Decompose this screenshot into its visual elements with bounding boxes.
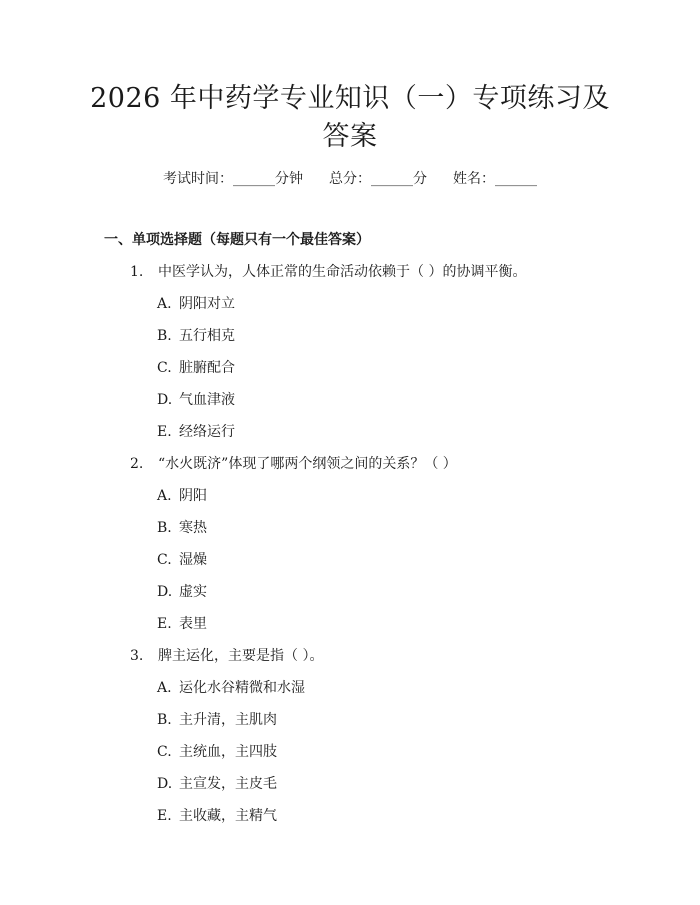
question-2-option-b <box>157 517 207 537</box>
question-2-option-d <box>157 581 207 601</box>
question-1-option-d <box>157 389 235 409</box>
question-number: 3. <box>130 648 144 664</box>
option-text: 湿燥 <box>179 552 207 568</box>
option-letter: A. <box>157 488 172 504</box>
question-2-option-a <box>157 485 207 505</box>
option-letter: C. <box>157 552 172 568</box>
option-text: 主宣发，主皮毛 <box>179 776 277 792</box>
option-text: 脏腑配合 <box>179 360 235 376</box>
question-1 <box>130 261 526 281</box>
option-letter: E. <box>157 616 172 632</box>
option-text: 表里 <box>179 616 207 632</box>
question-3-option-d <box>157 773 277 793</box>
option-letter: E. <box>157 808 172 824</box>
option-text: 虚实 <box>179 584 207 600</box>
question-1-option-e <box>157 421 235 441</box>
question-1-option-b <box>157 325 235 345</box>
option-letter: A. <box>157 680 172 696</box>
question-3 <box>130 645 323 665</box>
option-letter: D. <box>157 584 173 600</box>
question-text: “水火既济”体现了哪两个纲领之间的关系？（ ） <box>158 456 457 472</box>
option-text: 主升清，主肌肉 <box>179 712 277 728</box>
option-text: 寒热 <box>179 520 207 536</box>
option-letter: B. <box>157 328 172 344</box>
question-2 <box>130 453 457 473</box>
option-text: 经络运行 <box>179 424 235 440</box>
question-3-option-e <box>157 805 277 825</box>
question-3-option-b <box>157 709 277 729</box>
question-2-option-e <box>157 613 207 633</box>
option-letter: C. <box>157 744 172 760</box>
option-letter: D. <box>157 392 173 408</box>
question-text: 中医学认为，人体正常的生命活动依赖于（ ）的协调平衡。 <box>158 264 527 280</box>
option-letter: B. <box>157 712 172 728</box>
student-name-field: 姓名：______ <box>453 171 537 187</box>
question-2-option-c <box>157 549 207 569</box>
exam-time-field: 考试时间：______分钟 <box>163 171 303 187</box>
option-text: 运化水谷精微和水湿 <box>179 680 305 696</box>
option-letter: B. <box>157 520 172 536</box>
option-letter: A. <box>157 296 172 312</box>
option-text: 五行相克 <box>179 328 235 344</box>
document-title: 2026 年中药学专业知识（一）专项练习及答案 <box>90 83 610 152</box>
question-text: 脾主运化，主要是指（ ）。 <box>158 648 324 664</box>
question-number: 2. <box>130 456 144 472</box>
question-3-option-a <box>157 677 305 697</box>
section-title: 一、单项选择题（每题只有一个最佳答案） <box>104 232 370 248</box>
question-number: 1. <box>130 264 144 280</box>
option-letter: D. <box>157 776 173 792</box>
question-3-option-c <box>157 741 277 761</box>
option-text: 主收藏，主精气 <box>179 808 277 824</box>
option-text: 阴阳 <box>179 488 207 504</box>
option-text: 气血津液 <box>179 392 235 408</box>
total-score-field: 总分：______分 <box>329 171 427 187</box>
option-letter: E. <box>157 424 172 440</box>
question-1-option-a <box>157 293 235 313</box>
exam-info-line <box>0 168 700 188</box>
question-1-option-c <box>157 357 235 377</box>
option-letter: C. <box>157 360 172 376</box>
option-text: 阴阳对立 <box>179 296 235 312</box>
option-text: 主统血，主四肢 <box>179 744 277 760</box>
